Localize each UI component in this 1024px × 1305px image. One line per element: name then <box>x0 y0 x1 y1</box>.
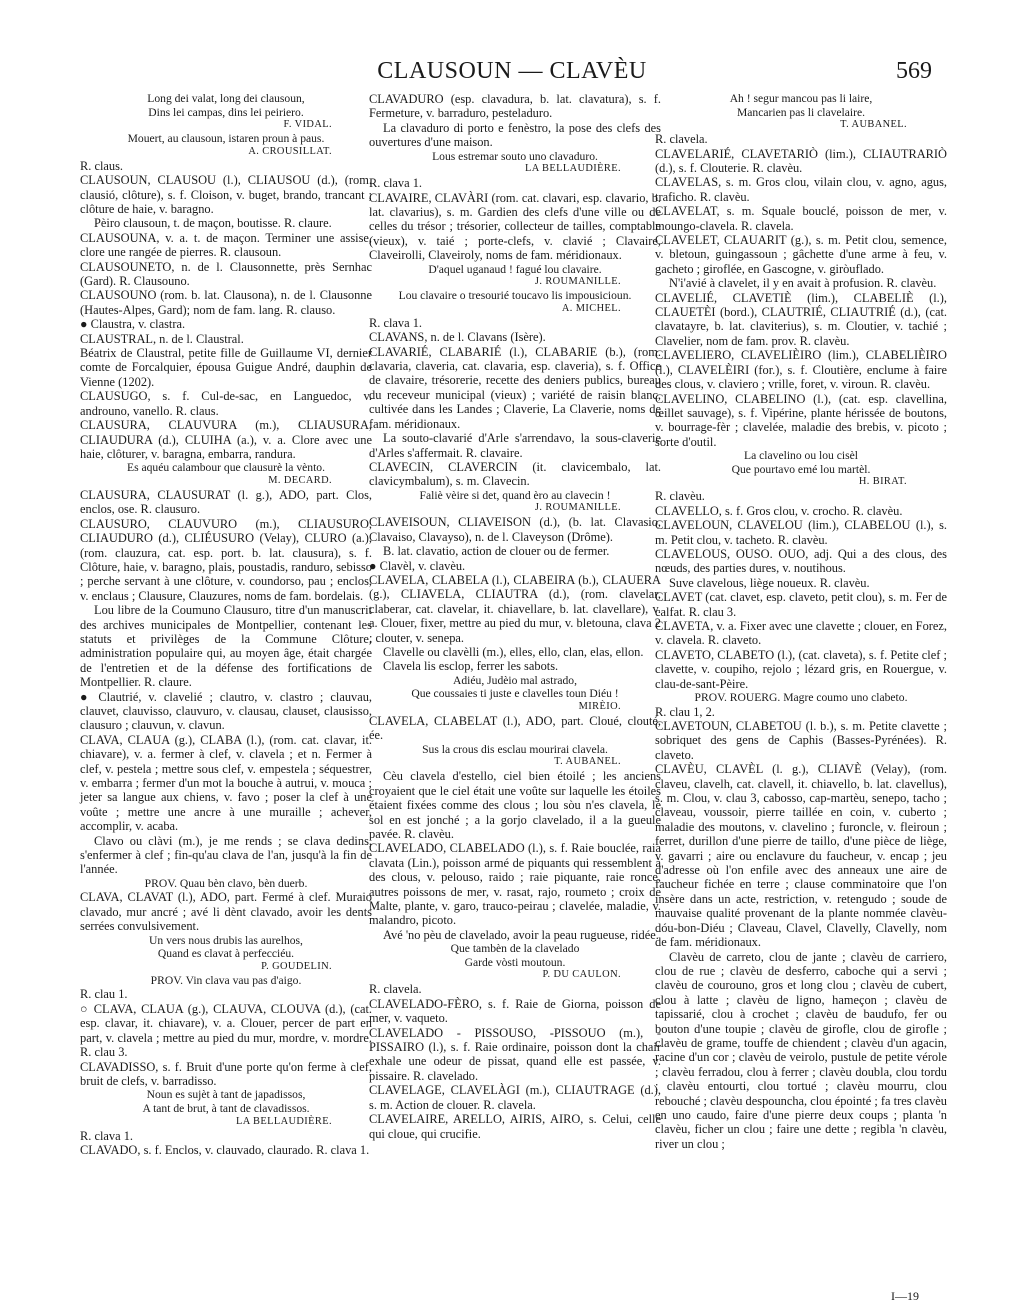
entry-paragraph: CLAVA, CLAUA (g.), CLABA (l.), (rom. cat. clavar, it. chiavare), v. a. fermer à clef, v. clavela ; et n. Fermer à clef, v. pestela ; mettre sous clef, v. empestela ; séquestrer, v. embarra ; fermer d'un mot la bouche à autrui, v. mouca ; jeter sa langue aux chiens, v. favo ; poser la clef à une voûte ; mettre une ancre à une muraille ; achever, accomplir, v. acaba. <box>80 732 372 834</box>
entry-paragraph: ● Clavèl, v. clavèu. <box>369 558 466 573</box>
quotation-attribution: T. AUBANEL. <box>840 119 907 131</box>
entry-paragraph: Béatrix de Claustral, petite fille de Guillaume VI, dernier comte de Forcalquier, épousa Guigue André, dauphin de Vienne (1202). <box>80 346 372 389</box>
entry-paragraph: CLAVELOUS, OUSO. OUO, adj. Qui a des clous, des nœuds, des parties dures, v. noutihous. <box>655 546 947 576</box>
entry-paragraph: CLAVELADO, CLABELADO (l.), s. f. Raie bouclée, raia clavata (Lin.), poisson armé de piquants qui ressemblent à des clous, v. pelouso, raido ; raie piquante, raie ronce, autres poissons de mer, v. rasat, rajo, roumeto ; croix de Malte, plante, v. garo, trauco-peirau ; clavelée, maladie, v. malandro, picoto. <box>369 841 661 928</box>
entry-paragraph: CLAUSURO, CLAUVURO (m.), CLIAUSURO, CLIAUDURO (d.), CLIÉUSURO (Velay), CLURO (a.), (rom. clauzura, cat. esp. port. b. lat. clausura), s. f. Clôture, haie, v. baragno, plais, poustadis, randuro, sebisso ; perche servant à une clôture, v. coundorso, pau ; enclos, v. enclaus ; Clausure, Clauzures, noms de fam. bordelais. <box>80 516 372 603</box>
entry-paragraph: CLAVANS, n. de l. Clavans (Isère). <box>369 330 546 345</box>
entry-subparagraph: Avé 'no pèu de clavelado, avoir la peau rugueuse, ridée. <box>383 927 659 942</box>
entry-paragraph: CLAVELLO, s. f. Gros clou, v. crocho. R. clavèu. <box>655 503 903 518</box>
quotation-attribution: P. DU CAULON. <box>542 969 621 981</box>
page-number: 569 <box>896 58 932 84</box>
entry-paragraph: CLAVELOUN, CLAVELOU (lim.), CLABELOU (l.), s. m. Petit clou, v. tacheto. R. clavèu. <box>655 518 947 547</box>
quotation-line: Long dei valat, long dei clausoun, <box>147 92 305 105</box>
entry-paragraph: CLAUSOUNETO, n. de l. Clausonnette, près Sernhac (Gard). R. Clausouno. <box>80 259 372 289</box>
quotation-attribution: MIRÈIO. <box>578 700 621 712</box>
page-header <box>0 58 1024 92</box>
entry-paragraph: CLAVAIRE, CLAVÀRI (rom. cat. clavari, esp. clavario, b. lat. clavarius), s. m. Gardien des clefs d'une ville ou de celles du trésor ; trésorier, collecteur de tailles, comptable (vieux), v. taié ; porte-clefs, v. clavié ; Clavaire, Claveirolli, Claveiroly, noms de fam. méridionaux. <box>369 190 661 263</box>
entry-paragraph: CLAVELAS, s. m. Gros clou, vilain clou, v. agno, agus, traficho. R. clavèu. <box>655 175 947 204</box>
quotation-line: Que tambèn de la clavelado <box>450 942 580 956</box>
quotation-attribution: A. MICHEL. <box>561 302 621 314</box>
entry-subparagraph: Lou libre de la Coumuno Clausuro, titre d'un manuscrit des archives municipales de Montpellier, contenant les statuts et privilèges de la Commune Clôture, administration populaire qui, au moyen âge, était chargée de l'entretien et de la défense des fortifications de Montpellier. R. claure. <box>80 603 372 690</box>
quotation-line: D'aquel uganaud ! fagué lou clavaire. <box>428 262 602 276</box>
entry-subparagraph: Clavelle ou clavèlli (m.), elles, ello, clan, elas, ellon. <box>383 644 644 659</box>
quotation-line: Noun es sujèt à tant de japadissos, <box>146 1088 306 1102</box>
quotation-line: Que coussaies ti juste e clavelles toun Diéu ! <box>411 687 619 701</box>
entry-paragraph: CLAVA, CLAVAT (l.), ADO, part. Fermé à clef. Muraio clavado, mur ancré ; avé li dènt clavado, avoir les dents serrées convulsivement. <box>80 890 372 934</box>
entry-paragraph: CLAVELA, CLABELA (l.), CLABEIRA (b.), CLAUERA (g.), CLIAVELA, CLIAUTRA (d.), (rom. clavelar, claberar, cat. clavelar, it. chiavellare, b. lat. clavellare), v. a. Clouer, fixer, mettre au pied du mur, v. bletouna, clava 2 ; clouter, v. senepa. <box>369 572 661 645</box>
quotation-attribution: F. VIDAL. <box>283 119 332 131</box>
quotation-line: Lou clavaire o tresourié toucavo lis impousicioun. <box>398 289 632 303</box>
entry-paragraph: R. clava 1. <box>369 315 422 330</box>
entry-paragraph: ● Clautrié, v. clavelié ; clautro, v. clastro ; clauvau, clauvet, clauvisso, clauvuro, v. clausau, clauset, clausisso, clausuro ; clauvun, v. clavun. <box>80 689 372 733</box>
quotation-attribution: LA BELLAUDIÈRE. <box>524 163 621 175</box>
quotation-line: PROV. ROUERG. Magre coumo uno clabeto. <box>694 691 908 704</box>
entry-subparagraph: La clavaduro di porto e fenèstro, la pose des clefs des ouvertures d'une maison. <box>369 120 661 150</box>
quotation-line: Mancarien pas li clavelaire. <box>736 105 866 119</box>
entry-subparagraph: Clavèu de carreto, clou de jante ; clavèu de carriero, clou de rue ; clavèu de desferro, caboche qui a servi ; clavèu de courouno, gros et long clou ; clavèu de cubert, clou à latte ; clavèu de ligno, hameçon ; clavèu de tapissarié, clou à crochet ; clavèu de baudufo, fer ou bouton d'une toupie ; clavèu de girofle, clou de girofle ; clavèu de grame, touffe de chiendent ; clavèu d'un agacin, racine d'un cor ; clavèu de veirolo, pustule de petite vérole ; clavèu ferradou, clou à ferrer ; clavèu doubla, clou tordu ; clavèu entourti, clou tortué ; clavèu mourru, clou rebouché ; clavèu despouncha, clou épointé ; fa tres clavèu en uno caudo, faire d'une pierre deux coups ; planta 'n clavèu, ficher un clou ; faire une dette ; regibla 'n clavèu, river un clou ; <box>655 949 947 1151</box>
entry-subparagraph: N'i'avié à clavelet, il y en avait à profusion. R. clavèu. <box>669 276 937 291</box>
entry-paragraph: R. claus. <box>80 158 124 173</box>
column-middle <box>369 92 661 1141</box>
entry-paragraph: R. clavela. <box>369 982 422 997</box>
entry-paragraph: CLAUSUGO, s. f. Cul-de-sac, en Languedoc, v. androuno, vanello. R. claus. <box>80 389 372 418</box>
running-head: CLAUSOUN — CLAVÈU <box>377 58 647 84</box>
quotation-attribution: H. BIRAT. <box>858 476 907 488</box>
entry-paragraph: R. clava 1. <box>369 176 422 191</box>
quotation-line: Adiéu, Judèio mal astrado, <box>453 673 577 687</box>
quotation-line: Que pourtavo emé lou martèl. <box>731 462 871 476</box>
entry-subparagraph: Clavela lis esclop, ferrer les sabots. <box>383 659 559 674</box>
entry-paragraph: CLAUSURA, CLAUVURA (m.), CLIAUSURA, CLIAUDURA (d.), CLUIHA (a.), v. a. Clore avec une haie, clôturer, v. baragna, embarra, randura. <box>80 418 372 461</box>
entry-paragraph: CLAUSOUNO (rom. b. lat. Clausona), n. de l. Clausonne (Hautes-Alpes, Gard); nom de fam. lang. R. clauso. <box>80 288 372 317</box>
entry-paragraph: CLAVECIN, CLAVERCIN (it. clavicembalo, lat. clavicymbalum), s. m. Clavecin. <box>369 459 661 489</box>
entry-paragraph: CLAVELADO-FÈRO, s. f. Raie de Giorna, poisson de mer, v. vaqueto. <box>369 996 661 1026</box>
entry-paragraph: CLAUSURA, CLAUSURAT (l. g.), ADO, part. Clos, enclos, ose. R. clausuro. <box>80 487 372 517</box>
quotation-line: Quand es clavat à perfecciéu. <box>157 947 295 961</box>
quotation-line: Lous estremar souto uno clavaduro. <box>432 149 598 163</box>
quotation-attribution: P. GOUDELIN. <box>261 960 332 972</box>
quotation-line: La clavelino ou lou cisèl <box>744 449 858 463</box>
entry-paragraph: ● Claustra, v. clastra. <box>80 317 186 332</box>
entry-paragraph: CLAVET (cat. clavet, esp. claveto, petit clou), s. m. Fer de calfat. R. clau 3. <box>655 590 947 619</box>
entry-paragraph: R. clavèu. <box>655 489 705 504</box>
entry-paragraph: CLAVELIÉ, CLAVETIÈ (lim.), CLABELIÈ (l.), CLAUETÈI (bord.), CLAUTRIÉ, CLIAUTRIÉ (d.), (cat. clavatayre, b. lat. claviterius), s. m. Cloutier, v. tachié ; Clavelier, nom de fam. prov. R. clavèu. <box>655 290 947 348</box>
quotation-attribution: J. ROUMANILLE. <box>534 502 621 514</box>
entry-paragraph: CLAVARIÉ, CLABARIÉ (l.), CLABARIE (b.), (rom. clavaria, claveria, cat. clavaria, esp. claveria), s. f. Office de clavaire, trésorerie, recette des deniers publics, bureau du receveur municipal (vieux) ; variété de raisin blanc, cultivée dans les Landes ; Claverie, La Claverie, noms de fam. méridionaux. <box>369 344 661 431</box>
entry-paragraph: CLAVELA, CLABELAT (l.), ADO, part. Cloué, clouté, ée. <box>369 713 661 743</box>
quotation-line: Ah ! segur mancou pas li laire, <box>729 92 873 105</box>
column-left <box>80 92 372 1157</box>
quotation-line: Un vers nous drubis las aurelhos, <box>149 933 303 947</box>
entry-paragraph: CLAVELINO, CLABELINO (l.), (cat. esp. clavellina, œillet sauvage), s. f. Vipérine, plante hérissée de boutons, v. bourrage-fèr ; clavelée, maladie des brebis, v. picoto ; sorte d'outil. <box>655 391 947 449</box>
quotation-line: Dins lei campas, dins lei peiriero. <box>148 105 304 119</box>
entry-paragraph: R. clau 1, 2. <box>655 704 715 719</box>
quotation-line: PROV. Vin clava vau pas d'aigo. <box>150 973 302 987</box>
entry-subparagraph: Clavo ou clàvi (m.), je me rends ; se clava dedins, s'enfermer à clef ; fin-qu'au clava de l'an, jusqu'à la fin de l'année. <box>80 833 372 877</box>
quotation-attribution: LA BELLAUDIÈRE. <box>235 1115 332 1127</box>
quotation-line: Es aquéu calambour que clausurè la vènto. <box>127 461 325 475</box>
entry-paragraph: CLAVÈU, CLAVÈL (l. g.), CLIAVÈ (Velay), (rom. claveu, clavelh, cat. clavell, it. chiavello, b. lat. clavellus), s. m. Clou, v. clau 3, cabosso, cap-martèu, senepo, tacho ; claveau, voussoir, pierre taillée en coin, v. cuberto ; maladie des moutons, v. clavelino ; furoncle, v. fleiroun ; ferret, durillon d'une pierre de taillo, d'une pièce de liège, v. gavarri ; aire ou enclavure du faucheur, v. encap ; jeu d'adresse où l'on enfile avec des anneaux une aire de faucheur fichée en terre ; clause comminatoire que l'on insère dans un acte, restriction, v. retengudo ; soude de mauvaise qualité provenant de la plante nommée clavèu-dóu-bon-Diéu ; Claveau, Clavel, Clavelly, Clavelly, nom de fam. méridionaux. <box>655 762 947 950</box>
entry-paragraph: CLAVADO, s. f. Enclos, v. clauvado, claurado. R. clava 1. <box>80 1142 370 1157</box>
entry-paragraph: CLAVELAGE, CLAVELÀGI (m.), CLIAUTRAGE (d.), s. m. Action de clouer. R. clavela. <box>369 1083 661 1112</box>
quotation-line: Faliè vèire si det, quand èro au clavecin ! <box>419 488 611 502</box>
signature-mark: I—19 <box>891 1289 919 1303</box>
entry-paragraph: CLAVELET, CLAUARIT (g.), s. m. Petit clou, semence, v. bletoun, guingassoun ; gâchette d'une arme à feu, v. gacheto ; giroflée, en Gascogne, v. giròuflado. <box>655 233 947 276</box>
entry-paragraph: CLAVELIERO, CLAVELIÈIRO (lim.), CLABELIÈIRO (l.), CLAVELÈIRI (for.), s. f. Cloutière, enclume à faire des clous, v. claviero ; vrille, foret, v. viroun. R. clavèu. <box>655 348 947 392</box>
entry-paragraph: CLAVADISSO, s. f. Bruit d'une porte qu'on ferme à clef, bruit de clefs, v. barradisso. <box>80 1059 372 1088</box>
entry-paragraph: CLAVETO, CLABETO (l.), (cat. claveta), s. f. Petite clef ; clavette, v. coupiho, rejolo ; lézard gris, en Rouergue, v. clau-de-sant-Pèire. <box>655 647 947 691</box>
entry-paragraph: CLAUSOUNA, v. a. t. de maçon. Terminer une assise, clore une rangée de pierres. R. clausoun. <box>80 230 372 260</box>
quotation-line: A tant de brut, à tant de clavadissos. <box>142 1101 310 1115</box>
entry-subparagraph: La souto-clavarié d'Arle s'arrendavo, la sous-claverie d'Arles s'affermait. R. clavaire. <box>369 431 661 460</box>
quotation-line: Sus la crous dis esclau mourirai clavela. <box>422 742 608 756</box>
entry-paragraph: R. clau 1. <box>80 987 128 1002</box>
quotation-line: Mouert, au clausoun, istaren proun à paus. <box>127 132 325 146</box>
entry-subparagraph: Pèiro clausoun, t. de maçon, boutisse. R. claure. <box>94 216 332 231</box>
entry-paragraph: CLAUSTRAL, n. de l. Claustral. <box>80 331 244 346</box>
entry-paragraph: CLAVELARIÉ, CLAVETARIÒ (lim.), CLIAUTRARIÒ (d.), s. f. Clouterie. R. clavèu. <box>655 146 947 175</box>
entry-paragraph: CLAVELADO - PISSOUSO, -PISSOUO (m.), -PISSAIRO (l.), s. f. Raie ordinaire, poisson dont la chair exhale une odeur de pissat, quand elle est passée, v. pissaire. R. clavelado. <box>369 1025 661 1083</box>
quotation-attribution: T. AUBANEL. <box>554 756 621 768</box>
entry-subparagraph: Suve clavelous, liège noueux. R. clavèu. <box>669 575 870 590</box>
quotation-line: PROV. Quau bèn clavo, bèn duerb. <box>144 876 308 890</box>
quotation-attribution: M. DECARD. <box>268 474 332 486</box>
entry-paragraph: CLAVELAT, s. m. Squale bouclé, poisson de mer, v. moungo-clavela. R. clavela. <box>655 204 947 233</box>
entry-subparagraph: B. lat. clavatio, action de clouer ou de fermer. <box>383 544 610 559</box>
quotation-line: Garde vòsti moutoun. <box>464 955 566 969</box>
entry-subparagraph: Cèu clavela d'estello, ciel bien étoilé ; les anciens croyaient que le ciel était une voûte sur laquelle les étoiles étaient fixées comme des clous ; lou sòu n'es clavela, le sol en est jonché ; a la gorjo clavelado, il a la gueule pavée. R. clavèu. <box>369 769 661 841</box>
column-right <box>655 92 947 1151</box>
entry-paragraph: CLAVADURO (esp. clavadura, b. lat. clavatura), s. f. Fermeture, v. barraduro, pesteladuro. <box>369 92 661 121</box>
entry-paragraph: CLAVEISOUN, CLIAVEISON (d.), (b. lat. Clavasio, Clavaiso, Clavayso), n. de l. Claveyson (Drôme). <box>369 515 661 544</box>
entry-paragraph: R. clava 1. <box>80 1128 133 1143</box>
quotation-attribution: J. ROUMANILLE. <box>534 276 621 288</box>
entry-paragraph: CLAUSOUN, CLAUSOU (l.), CLIAUSOU (d.), (rom. clausió, clôture), s. f. Cloison, v. buget, brando, trancant ; clôture de haie, v. baragno. <box>80 173 372 216</box>
quotation-attribution: A. CROUSILLAT. <box>248 145 332 157</box>
entry-paragraph: ○ CLAVA, CLAUA (g.), CLAUVA, CLOUVA (d.), (cat. esp. clavar, it. chiavare), v. a. Clouer, percer de part en part, v. clavela ; mettre au pied du mur, mordre, v. mordre. R. clau 3. <box>80 1001 372 1060</box>
entry-paragraph: R. clavela. <box>655 132 708 147</box>
entry-paragraph: CLAVELAIRE, ARELLO, AIRIS, AIRO, s. Celui, celle qui cloue, qui crucifie. <box>369 1112 661 1141</box>
entry-paragraph: CLAVETOUN, CLABETOU (l. b.), s. m. Petite clavette ; sobriquet des gens de Caphis (Basses-Pyrénées). R. claveto. <box>655 719 947 762</box>
entry-paragraph: CLAVETA, v. a. Fixer avec une clavette ; clouer, en Forez, v. clavela. R. claveto. <box>655 618 947 648</box>
